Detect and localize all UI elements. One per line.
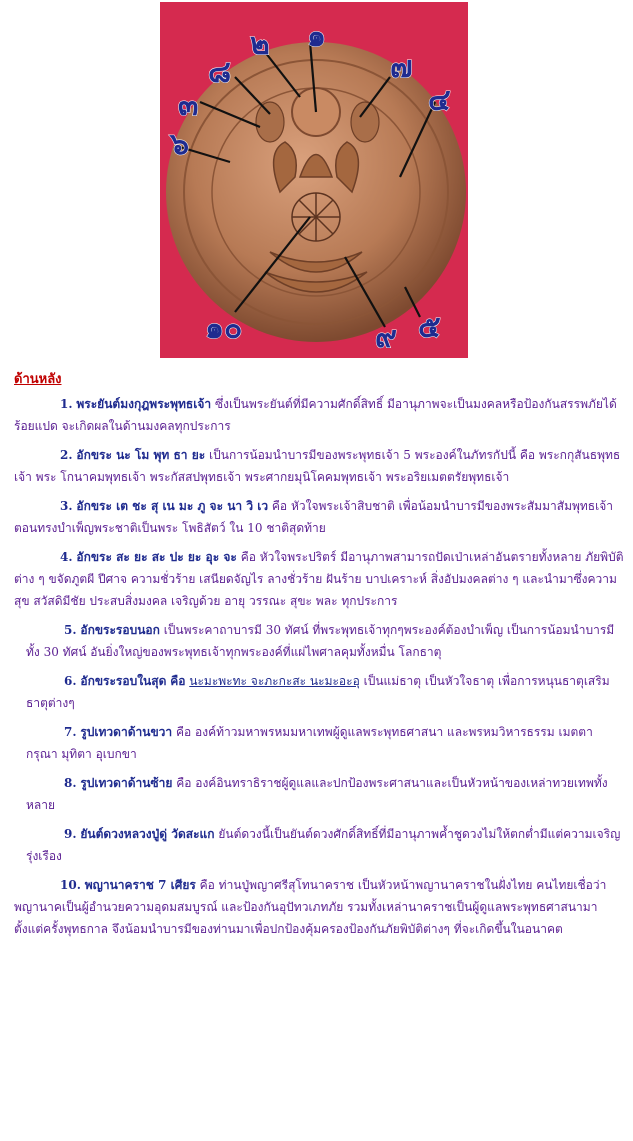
- list-item: [14, 670, 624, 714]
- callout-6: ๖: [170, 127, 190, 162]
- item-number: 7.: [64, 725, 77, 739]
- list-item: [14, 495, 624, 539]
- item-text: เป็นพระคาถาบารมี 30 ทัศน์ ที่พระพุทธเจ้าทุกๆพระองค์ต้องบำเพ็ญ เป็นการน้อมนำบารมีทั้ง 30 ทัศน์ อันยิ่งใหญ่ของพระพุทธเจ้าทุกพระองค์ที่แผ่ไพศาลคุมทั้งหมื่น โลกธาตุ: [26, 623, 615, 659]
- item-title: อักขระรอบในสุด: [80, 674, 167, 688]
- item-text: ยันต์ดวงนี้เป็นยันต์ดวงศักดิ์สิทธิ์ที่มีอานุภาพค้ำชูดวงไม่ให้ตกต่ำมีแต่ความเจริญรุ่งเรือง: [26, 827, 621, 863]
- item-title: อักขระ สะ ยะ สะ ปะ ยะ อุะ จะ: [76, 550, 237, 564]
- list-item: [14, 444, 624, 488]
- item-title: รูปเทวดาด้านซ้าย: [80, 776, 173, 790]
- item-formula: นะมะพะทะ จะภะกะสะ นะมะอะอุ: [189, 674, 360, 688]
- item-number: 8.: [64, 776, 77, 790]
- item-title: พญานาคราช 7 เศียร: [84, 878, 196, 892]
- item-title: อักขระ เต ชะ สุ เน มะ ภู จะ นา วิ เว: [76, 499, 269, 513]
- list-item: [14, 874, 624, 940]
- list-item: [14, 393, 624, 437]
- section-heading: ด้านหลัง: [14, 372, 62, 387]
- item-text: คือ หัวใจพระเจ้าสิบชาติ เพื่อน้อมนำบารมีของพระสัมมาสัมพุทธเจ้าตอนทรงบำเพ็ญพระชาติเป็นพระ โพธิสัตว์ ใน 10 ชาติสุดท้าย: [14, 499, 613, 535]
- list-item: [14, 619, 624, 663]
- item-number: 9.: [64, 827, 77, 841]
- callout-8: ๘: [208, 55, 232, 90]
- description-section: [14, 366, 624, 947]
- callout-2: ๒: [250, 27, 270, 62]
- callout-5: ๕: [418, 310, 441, 345]
- list-item: [14, 546, 624, 612]
- list-item: [14, 772, 624, 816]
- list-item: [14, 721, 624, 765]
- item-text: คือ องค์อินทราธิราชผู้ดูแลและปกป้องพระศาสนาและเป็นหัวหน้าของเหล่าทวยเทพทั้งหลาย: [26, 776, 608, 812]
- callout-9: ๙: [375, 320, 397, 355]
- callout-1: ๑: [307, 19, 327, 54]
- item-number: 10.: [60, 878, 81, 892]
- item-number: 4.: [60, 550, 73, 564]
- item-text: คือ: [170, 674, 186, 688]
- item-text: เป็นการน้อมนำบารมีของพระพุทธเจ้า 5 พระองค์ในภัทรกัปนี้ คือ พระกกุสันธพุทธเจ้า พระ โกนาคมพุทธเจ้า พระกัสสปพุทธเจ้า พระศากยมุนิโคคมพุทธเจ้า พระอริยเมตตรัยพุทธเจ้า: [14, 448, 621, 484]
- list-item: [14, 823, 624, 867]
- item-number: 1.: [60, 397, 73, 411]
- item-title: อักขระรอบนอก: [80, 623, 160, 637]
- callout-3: ๓: [178, 88, 199, 123]
- callout-4: ๔: [428, 83, 451, 118]
- callout-10: ๑๐: [205, 311, 243, 346]
- item-number: 3.: [60, 499, 73, 513]
- item-text: ซึ่งเป็นพระยันต์ที่มีความศักดิ์สิทธิ์ มีอานุภาพจะเป็นมงคลหรือป้องกันสรรพภัยได้ร้อยแปด จะเกิดผลในด้านมงคลทุกประการ: [14, 397, 617, 433]
- item-title: รูปเทวดาด้านขวา: [80, 725, 173, 739]
- item-title: อักขระ นะ โม พุท ธา ยะ: [76, 448, 206, 462]
- item-number: 6.: [64, 674, 77, 688]
- item-title: ยันต์ดวงหลวงปู่ดู่ วัดสะแก: [80, 827, 215, 841]
- callout-7: ๗: [390, 50, 413, 85]
- item-text-continued: เป็นแม่ธาตุ เป็นหัวใจธาตุ เพื่อการหนุนธาตุเสริมธาตุต่างๆ: [26, 674, 610, 710]
- center-wheel-yantra: [292, 193, 340, 241]
- amulet-photo: [160, 2, 468, 358]
- item-text: คือ ท่านปู่พญาศรีสุโทนาคราช เป็นหัวหน้าพญานาคราชในฝั่งไทย คนไทยเชื่อว่าพญานาคเป็นผู้อำนวยความอุดมสมบูรณ์ และป้องกันอุปัทวเภทภัย รวมทั้งเหล่านาคราชเป็นผู้ดูแลพระพุทธศาสนามาตั้งแต่ครั้งพุทธกาล จึงน้อมนำบารมีของท่านมาเพื่อปกป้องคุ้มครองป้องกันภัยพิบัติต่างๆ ที่จะเกิดขึ้นในอนาคต: [14, 878, 607, 936]
- item-text: คือ องค์ท้าวมหาพรหมมหาเทพผู้ดูแลพระพุทธศาสนา และพรหมวิหารธรรม เมตตา กรุณา มุทิตา อุเบกขา: [26, 725, 593, 761]
- item-number: 2.: [60, 448, 73, 462]
- item-text: คือ หัวใจพระปริตร์ มีอานุภาพสามารถปัดเป่าเหล่าอันตรายทั้งหลาย ภัยพิบัติต่าง ๆ ขจัดภูตผี ปีศาจ ความชั่วร้าย เสนียดจัญไร ลางชั่วร้าย ฝันร้าย บาปเคราะห์ สิ่งอัปมงคลต่าง ๆ และนำมาซึ่งความสุข สวัสดิมีชัย ประสบสิ่งมงคล เจริญด้วย อายุ วรรณะ สุขะ พละ ทุกประการ: [14, 550, 624, 608]
- item-title: พระยันต์มงกุฎพระพุทธเจ้า: [76, 397, 212, 411]
- item-number: 5.: [64, 623, 77, 637]
